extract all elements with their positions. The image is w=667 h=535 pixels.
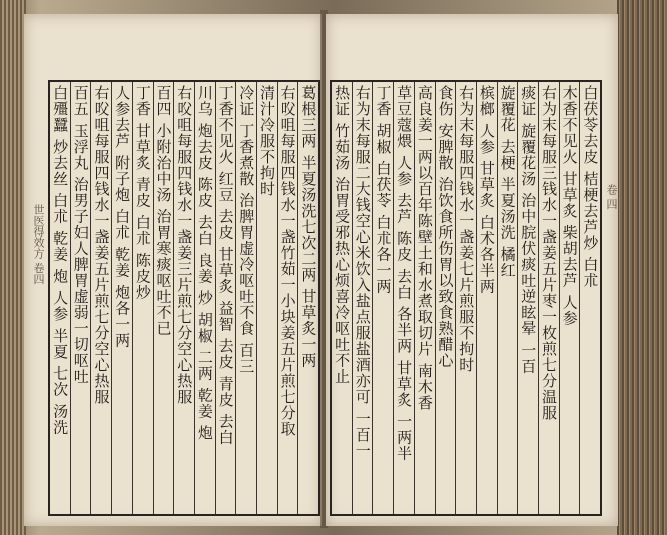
right-page <box>326 14 618 526</box>
left-column <box>235 82 256 514</box>
right-column <box>372 82 393 514</box>
left-column-text: 冷证 丁香煮散 治脾胃虚冷呕吐不食 百三 <box>237 85 256 375</box>
right-column <box>455 82 476 514</box>
left-text-frame <box>48 80 320 516</box>
left-column <box>277 82 298 514</box>
left-column-text: 葛根三两 半夏汤洗七次二两 甘草炙一两 <box>299 85 318 369</box>
left-column-text: 右㕮咀每服四钱水一盏姜五片煎七分空心热服 <box>92 85 111 405</box>
right-page-stack <box>617 0 667 535</box>
right-column-text: 食伤 安脾散 治饮食所伤胃以致食熟醋心 <box>436 85 455 369</box>
right-column <box>517 82 538 514</box>
right-column <box>332 82 352 514</box>
right-margin-title: 卷 四 <box>605 184 618 210</box>
right-column <box>476 82 497 514</box>
left-column-text: 右㕮咀每服四钱水一盏竹茹一小块姜五片煎七分取 <box>278 85 297 437</box>
left-column-text: 清汁冷服不拘时 <box>257 85 276 197</box>
left-column <box>90 82 111 514</box>
left-column-text: 百四 小附治中汤 治胃寒痰呕吐不已 <box>154 85 173 337</box>
left-column-text: 人参去芦 附子炮 白朮 乾姜 炮各一两 <box>113 85 132 349</box>
right-column-text: 槟榔 人参 甘草炙 白术各半两 <box>477 85 496 295</box>
right-column <box>414 82 435 514</box>
right-column-text: 草豆蔻煨 人参 去芦 陈皮 去白 各半两 甘草炙 一两半 <box>395 85 414 462</box>
right-column-text: 痰证 旋覆花汤 治中脘伏痰吐逆眩晕 一百 <box>519 85 538 375</box>
left-column-text: 白殭蠶 炒去丝 白朮 乾姜 炮 人参 半夏 七次 汤洗 <box>51 85 70 436</box>
right-column <box>393 82 414 514</box>
left-column-text: 右㕮咀每服四钱水一盏姜三片煎七分空心热服 <box>175 85 194 405</box>
left-page <box>24 14 322 526</box>
left-column-text: 川乌 炮去皮 陈皮 去白 良姜 炒 胡椒 二两 乾姜 炮 <box>195 85 214 441</box>
left-column <box>215 82 236 514</box>
right-columns <box>332 82 600 514</box>
right-text-frame <box>330 80 602 516</box>
left-column-text: 百五 玉浮丸 治男子妇人脾胃虚弱一切呕吐 <box>71 85 90 385</box>
left-column <box>297 82 318 514</box>
left-column <box>173 82 194 514</box>
right-column <box>538 82 559 514</box>
right-column <box>559 82 580 514</box>
right-column-text: 白茯苓去皮 桔梗去芦炒 白朮 <box>581 85 600 289</box>
left-column <box>70 82 91 514</box>
left-column <box>132 82 153 514</box>
left-column <box>256 82 277 514</box>
left-column <box>153 82 174 514</box>
left-column <box>111 82 132 514</box>
right-column-text: 旋覆花 去梗 半夏汤洗 橘红 <box>498 85 517 279</box>
right-column-text: 热证 竹茹汤 治胃受邪热心烦喜冷呕吐不止 <box>333 85 352 385</box>
right-column <box>497 82 518 514</box>
left-column <box>194 82 215 514</box>
right-column-text: 丁香 胡椒 白茯苓 白朮各一两 <box>374 85 393 295</box>
right-column <box>352 82 373 514</box>
left-margin-title: 世医得效方 卷四 <box>32 204 45 285</box>
right-column-text: 高良姜一两以百年陈壁土和水煮取切片 南木香 <box>415 85 434 411</box>
left-column <box>50 82 70 514</box>
left-column-text: 丁香不见火 红豆 去皮 甘草炙 益智 去皮 青皮 去白 <box>216 85 235 446</box>
right-column <box>435 82 456 514</box>
right-column-text: 木香不见火 甘草炙 柴胡去芦 人参 <box>560 85 579 327</box>
right-column-text: 右为末每服二大钱空心米饮入盐点服盐酒亦可 一百一 <box>353 85 372 459</box>
right-column <box>579 82 600 514</box>
right-column-text: 右为末每服四钱水一盏姜七片煎服不拘时 <box>457 85 476 373</box>
left-columns <box>50 82 318 514</box>
left-column-text: 丁香 甘草炙 青皮 白朮 陈皮炒 <box>133 85 152 301</box>
right-column-text: 右为末每服三钱水一盏姜五片枣一枚煎七分温服 <box>539 85 558 421</box>
